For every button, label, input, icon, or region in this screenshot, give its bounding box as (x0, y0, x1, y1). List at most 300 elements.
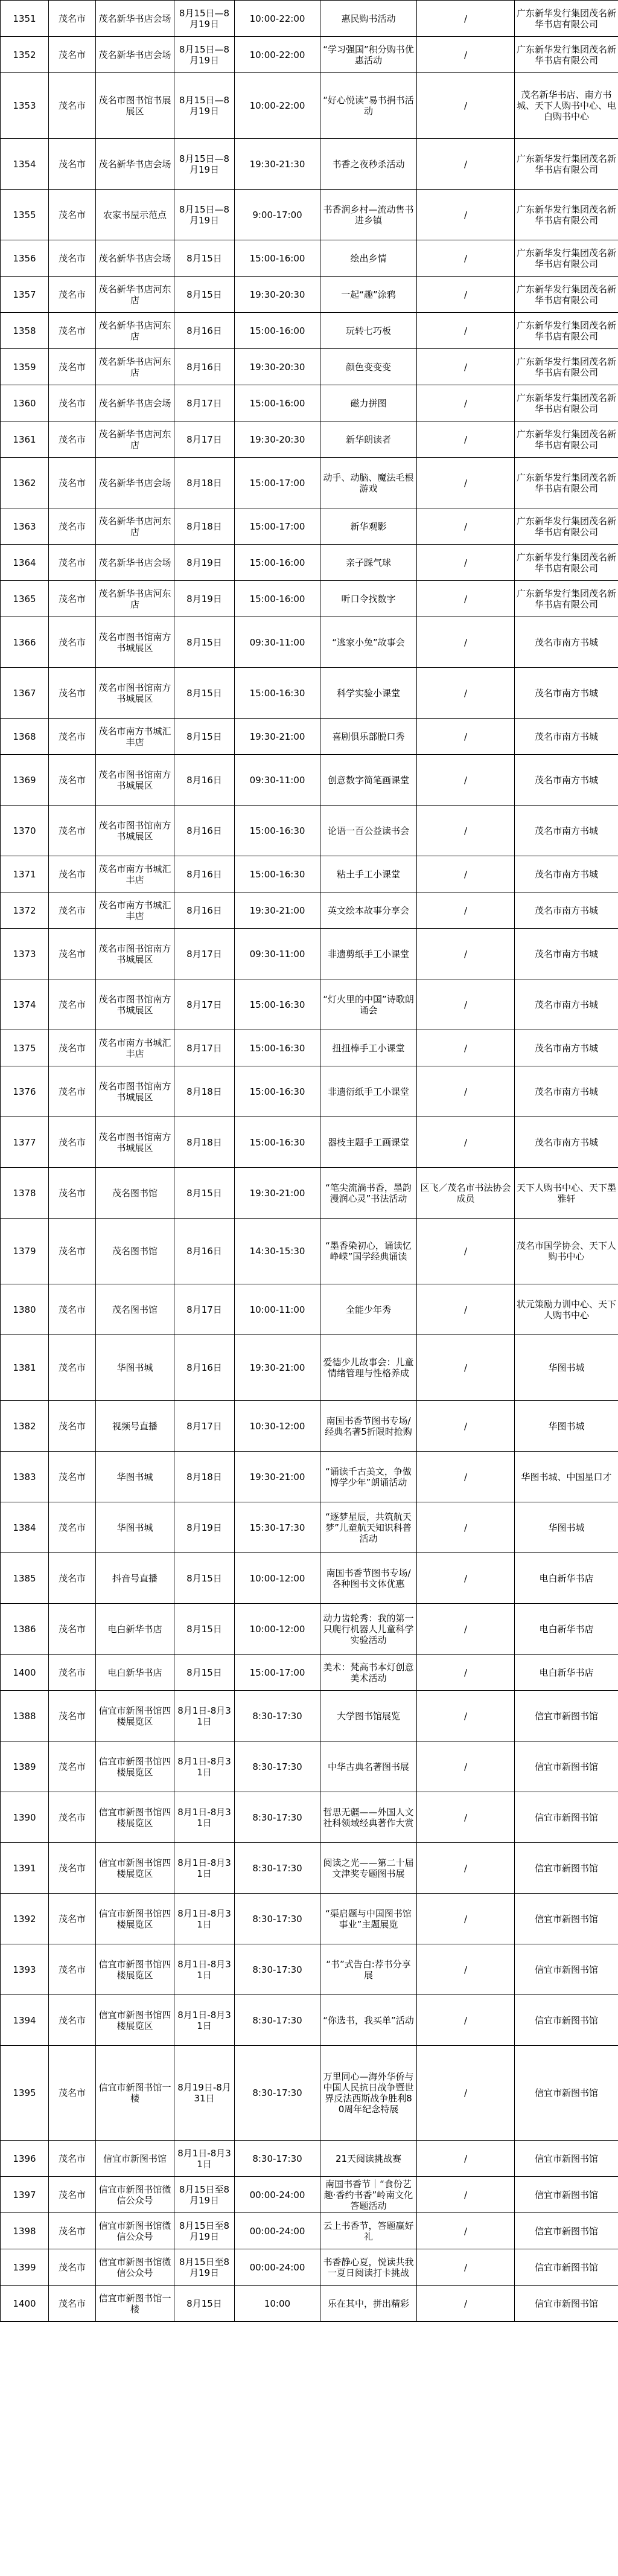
serial-cell: 1397 (1, 2177, 49, 2213)
organizer-cell: 广东新华发行集团茂名新华书店有限公司 (515, 37, 618, 73)
venue-cell: 茂名市图书馆南方书城展区 (96, 806, 174, 856)
serial-cell: 1395 (1, 2046, 49, 2141)
time-cell: 15:00-16:00 (235, 313, 320, 349)
time-cell: 15:00-16:30 (235, 668, 320, 719)
activity-name-cell: “逃家小兔”故事会 (320, 617, 417, 668)
date-cell: 8月17日 (174, 979, 235, 1030)
time-cell: 8:30-17:30 (235, 1843, 320, 1894)
remark-cell: / (417, 2046, 515, 2141)
date-cell: 8月16日 (174, 1219, 235, 1284)
organizer-cell: 广东新华发行集团茂名新华书店有限公司 (515, 545, 618, 581)
serial-cell: 1394 (1, 1995, 49, 2046)
activity-name-cell: 论语一百公益读书会 (320, 806, 417, 856)
time-cell: 8:30-17:30 (235, 1691, 320, 1741)
remark-cell: / (417, 139, 515, 190)
remark-cell: / (417, 190, 515, 240)
remark-cell: / (417, 1894, 515, 1944)
organizer-cell: 广东新华发行集团茂名新华书店有限公司 (515, 581, 618, 617)
time-cell: 14:30-15:30 (235, 1219, 320, 1284)
table-row (1, 1843, 618, 1894)
organizer-cell: 茂名市南方书城 (515, 1117, 618, 1168)
table-row (1, 1604, 618, 1655)
venue-cell: 茂名新华书店河东店 (96, 581, 174, 617)
table-row (1, 1284, 618, 1335)
city-cell: 茂名市 (49, 508, 96, 545)
table-row (1, 139, 618, 190)
date-cell: 8月18日 (174, 1066, 235, 1117)
city-cell: 茂名市 (49, 617, 96, 668)
remark-cell: / (417, 929, 515, 979)
date-cell: 8月17日 (174, 929, 235, 979)
venue-cell: 电白新华书店 (96, 1655, 174, 1691)
venue-cell: 茂名新华书店会场 (96, 240, 174, 277)
remark-cell: / (417, 1452, 515, 1502)
remark-cell: / (417, 1944, 515, 1995)
remark-cell: / (417, 2249, 515, 2286)
activity-name-cell: 粘土手工小课堂 (320, 856, 417, 892)
remark-cell: / (417, 719, 515, 755)
time-cell: 19:30-21:00 (235, 892, 320, 929)
organizer-cell: 信宜市新图书馆 (515, 1944, 618, 1995)
city-cell: 茂名市 (49, 2213, 96, 2249)
table-row (1, 545, 618, 581)
city-cell: 茂名市 (49, 421, 96, 458)
time-cell: 00:00-24:00 (235, 2249, 320, 2286)
table-row (1, 458, 618, 508)
table-row (1, 2286, 618, 2322)
time-cell: 8:30-17:30 (235, 2141, 320, 2177)
serial-cell: 1374 (1, 979, 49, 1030)
serial-cell: 1400 (1, 2286, 49, 2322)
time-cell: 15:00-16:00 (235, 545, 320, 581)
table-row (1, 421, 618, 458)
time-cell: 19:30-21:00 (235, 1335, 320, 1401)
city-cell: 茂名市 (49, 755, 96, 806)
table-row (1, 1553, 618, 1604)
time-cell: 10:00-12:00 (235, 1553, 320, 1604)
activity-name-cell: “笔尖流淌书香，墨韵漫润心灵”书法活动 (320, 1168, 417, 1219)
serial-cell: 1382 (1, 1401, 49, 1452)
organizer-cell: 广东新华发行集团茂名新华书店有限公司 (515, 313, 618, 349)
table-row (1, 1168, 618, 1219)
serial-cell: 1389 (1, 1741, 49, 1792)
date-cell: 8月15日 (174, 1604, 235, 1655)
serial-cell: 1375 (1, 1030, 49, 1066)
organizer-cell: 茂名市南方书城 (515, 979, 618, 1030)
remark-cell: / (417, 617, 515, 668)
remark-cell: / (417, 2213, 515, 2249)
time-cell: 8:30-17:30 (235, 1995, 320, 2046)
time-cell: 15:00-16:30 (235, 1066, 320, 1117)
city-cell: 茂名市 (49, 581, 96, 617)
date-cell: 8月17日 (174, 1284, 235, 1335)
date-cell: 8月15日—8月19日 (174, 190, 235, 240)
time-cell: 15:00-16:30 (235, 979, 320, 1030)
table-row (1, 1741, 618, 1792)
remark-cell: / (417, 581, 515, 617)
organizer-cell: 信宜市新图书馆 (515, 1691, 618, 1741)
organizer-cell: 广东新华发行集团茂名新华书店有限公司 (515, 385, 618, 421)
activity-name-cell: “学习强国”积分购书优惠活动 (320, 37, 417, 73)
venue-cell: 茂名市图书馆南方书城展区 (96, 617, 174, 668)
venue-cell: 信宜市新图书馆微信公众号 (96, 2249, 174, 2286)
time-cell: 15:00-16:30 (235, 1030, 320, 1066)
organizer-cell: 茂名新华书店、南方书城、天下人购书中心、电白购书中心 (515, 73, 618, 139)
city-cell: 茂名市 (49, 37, 96, 73)
date-cell: 8月15日 (174, 1168, 235, 1219)
table-row (1, 73, 618, 139)
date-cell: 8月1日-8月31日 (174, 1792, 235, 1843)
serial-cell: 1388 (1, 1691, 49, 1741)
city-cell: 茂名市 (49, 856, 96, 892)
venue-cell: 茂名图书馆 (96, 1168, 174, 1219)
time-cell: 15:00-16:00 (235, 581, 320, 617)
remark-cell: / (417, 1284, 515, 1335)
organizer-cell: 广东新华发行集团茂名新华书店有限公司 (515, 508, 618, 545)
venue-cell: 茂名新华书店会场 (96, 385, 174, 421)
remark-cell: / (417, 856, 515, 892)
time-cell: 8:30-17:30 (235, 1944, 320, 1995)
city-cell: 茂名市 (49, 1604, 96, 1655)
organizer-cell: 茂名市南方书城 (515, 856, 618, 892)
venue-cell: 视频号直播 (96, 1401, 174, 1452)
organizer-cell: 信宜市新图书馆 (515, 1995, 618, 2046)
serial-cell: 1365 (1, 581, 49, 617)
date-cell: 8月15日 (174, 668, 235, 719)
city-cell: 茂名市 (49, 277, 96, 313)
organizer-cell: 信宜市新图书馆 (515, 2177, 618, 2213)
activity-name-cell: 云上书香节，答题赢好礼 (320, 2213, 417, 2249)
city-cell: 茂名市 (49, 545, 96, 581)
date-cell: 8月19日 (174, 545, 235, 581)
remark-cell: / (417, 1691, 515, 1741)
activity-name-cell: “灯火里的中国”诗歌朗诵会 (320, 979, 417, 1030)
city-cell: 茂名市 (49, 929, 96, 979)
city-cell: 茂名市 (49, 2177, 96, 2213)
organizer-cell: 茂名市南方书城 (515, 806, 618, 856)
activity-name-cell: “渠启题与中国图书馆事业”主题展览 (320, 1894, 417, 1944)
serial-cell: 1386 (1, 1604, 49, 1655)
remark-cell: / (417, 2141, 515, 2177)
date-cell: 8月1日-8月31日 (174, 1741, 235, 1792)
city-cell: 茂名市 (49, 1553, 96, 1604)
activity-name-cell: 喜剧俱乐部脱口秀 (320, 719, 417, 755)
serial-cell: 1372 (1, 892, 49, 929)
organizer-cell: 茂名市南方书城 (515, 929, 618, 979)
serial-cell: 1353 (1, 73, 49, 139)
city-cell: 茂名市 (49, 1219, 96, 1284)
organizer-cell: 广东新华发行集团茂名新华书店有限公司 (515, 277, 618, 313)
venue-cell: 信宜市新图书馆一楼 (96, 2046, 174, 2141)
venue-cell: 信宜市新图书馆四楼展览区 (96, 1843, 174, 1894)
serial-cell: 1368 (1, 719, 49, 755)
date-cell: 8月16日 (174, 892, 235, 929)
serial-cell: 1371 (1, 856, 49, 892)
table-row (1, 190, 618, 240)
venue-cell: 茂名新华书店河东店 (96, 277, 174, 313)
serial-cell: 1380 (1, 1284, 49, 1335)
activity-name-cell: 一起“趣”涂鸦 (320, 277, 417, 313)
remark-cell: / (417, 458, 515, 508)
time-cell: 8:30-17:30 (235, 2046, 320, 2141)
remark-cell: / (417, 1655, 515, 1691)
serial-cell: 1373 (1, 929, 49, 979)
venue-cell: 电白新华书店 (96, 1604, 174, 1655)
time-cell: 09:30-11:00 (235, 617, 320, 668)
remark-cell: / (417, 277, 515, 313)
activity-name-cell: 全能少年秀 (320, 1284, 417, 1335)
serial-cell: 1363 (1, 508, 49, 545)
time-cell: 10:00-11:00 (235, 1284, 320, 1335)
activity-name-cell: 大学图书馆展览 (320, 1691, 417, 1741)
remark-cell: / (417, 313, 515, 349)
serial-cell: 1391 (1, 1843, 49, 1894)
city-cell: 茂名市 (49, 719, 96, 755)
serial-cell: 1355 (1, 190, 49, 240)
venue-cell: 茂名新华书店会场 (96, 458, 174, 508)
venue-cell: 茂名新华书店河东店 (96, 313, 174, 349)
table-row (1, 929, 618, 979)
time-cell: 15:30-17:30 (235, 1502, 320, 1553)
time-cell: 15:00-17:00 (235, 458, 320, 508)
city-cell: 茂名市 (49, 1894, 96, 1944)
activity-name-cell: 磁力拼图 (320, 385, 417, 421)
organizer-cell: 信宜市新图书馆 (515, 1843, 618, 1894)
table-row (1, 37, 618, 73)
city-cell: 茂名市 (49, 1335, 96, 1401)
venue-cell: 茂名新华书店会场 (96, 1, 174, 37)
venue-cell: 茂名市图书馆南方书城展区 (96, 929, 174, 979)
organizer-cell: 广东新华发行集团茂名新华书店有限公司 (515, 240, 618, 277)
organizer-cell: 状元策励力训中心、天下人购书中心 (515, 1284, 618, 1335)
date-cell: 8月15日—8月19日 (174, 37, 235, 73)
activity-name-cell: 新华朗读者 (320, 421, 417, 458)
remark-cell: / (417, 1792, 515, 1843)
organizer-cell: 茂名市南方书城 (515, 1066, 618, 1117)
organizer-cell: 广东新华发行集团茂名新华书店有限公司 (515, 421, 618, 458)
city-cell: 茂名市 (49, 1502, 96, 1553)
table-row (1, 1401, 618, 1452)
city-cell: 茂名市 (49, 892, 96, 929)
organizer-cell: 茂名市南方书城 (515, 719, 618, 755)
remark-cell: / (417, 806, 515, 856)
date-cell: 8月1日-8月31日 (174, 1843, 235, 1894)
serial-cell: 1381 (1, 1335, 49, 1401)
activity-name-cell: “好心悦读”易书捐书活动 (320, 73, 417, 139)
serial-cell: 1352 (1, 37, 49, 73)
city-cell: 茂名市 (49, 2046, 96, 2141)
remark-cell: / (417, 2177, 515, 2213)
date-cell: 8月15日—8月19日 (174, 1, 235, 37)
city-cell: 茂名市 (49, 1843, 96, 1894)
organizer-cell: 信宜市新图书馆 (515, 2249, 618, 2286)
activity-name-cell: 非遗衍纸手工小课堂 (320, 1066, 417, 1117)
city-cell: 茂名市 (49, 139, 96, 190)
serial-cell: 1400 (1, 1655, 49, 1691)
city-cell: 茂名市 (49, 313, 96, 349)
table-row (1, 1452, 618, 1502)
activity-name-cell: 英文绘本故事分享会 (320, 892, 417, 929)
remark-cell: / (417, 892, 515, 929)
table-row (1, 1219, 618, 1284)
venue-cell: 信宜市新图书馆微信公众号 (96, 2213, 174, 2249)
table-row (1, 1792, 618, 1843)
venue-cell: 茂名市南方书城汇丰店 (96, 856, 174, 892)
city-cell: 茂名市 (49, 240, 96, 277)
table-row (1, 2249, 618, 2286)
city-cell: 茂名市 (49, 1944, 96, 1995)
venue-cell: 信宜市新图书馆 (96, 2141, 174, 2177)
serial-cell: 1358 (1, 313, 49, 349)
table-row (1, 313, 618, 349)
date-cell: 8月15日 (174, 617, 235, 668)
remark-cell: / (417, 2286, 515, 2322)
date-cell: 8月1日-8月31日 (174, 1995, 235, 2046)
venue-cell: 茂名市南方书城汇丰店 (96, 892, 174, 929)
date-cell: 8月18日 (174, 508, 235, 545)
table-row (1, 617, 618, 668)
venue-cell: 茂名图书馆 (96, 1219, 174, 1284)
table-row (1, 1995, 618, 2046)
activity-name-cell: 扭扭棒手工小课堂 (320, 1030, 417, 1066)
serial-cell: 1356 (1, 240, 49, 277)
activity-name-cell: 惠民购书活动 (320, 1, 417, 37)
venue-cell: 茂名市南方书城汇丰店 (96, 1030, 174, 1066)
table-row (1, 1655, 618, 1691)
serial-cell: 1379 (1, 1219, 49, 1284)
activity-name-cell: 南国书香节图书专场/各种图书文体优惠 (320, 1553, 417, 1604)
date-cell: 8月17日 (174, 421, 235, 458)
organizer-cell: 信宜市新图书馆 (515, 2046, 618, 2141)
venue-cell: 茂名市图书馆南方书城展区 (96, 668, 174, 719)
remark-cell: / (417, 1741, 515, 1792)
remark-cell: / (417, 240, 515, 277)
organizer-cell: 华图书城 (515, 1401, 618, 1452)
date-cell: 8月15日至8月19日 (174, 2213, 235, 2249)
table-row (1, 508, 618, 545)
venue-cell: 华图书城 (96, 1335, 174, 1401)
table-row (1, 2213, 618, 2249)
venue-cell: 茂名新华书店会场 (96, 37, 174, 73)
organizer-cell: 广东新华发行集团茂名新华书店有限公司 (515, 190, 618, 240)
date-cell: 8月16日 (174, 856, 235, 892)
time-cell: 8:30-17:30 (235, 1894, 320, 1944)
serial-cell: 1399 (1, 2249, 49, 2286)
remark-cell: / (417, 1117, 515, 1168)
city-cell: 茂名市 (49, 979, 96, 1030)
city-cell: 茂名市 (49, 806, 96, 856)
venue-cell: 信宜市新图书馆四楼展览区 (96, 1792, 174, 1843)
time-cell: 19:30-20:30 (235, 421, 320, 458)
time-cell: 10:00-22:00 (235, 37, 320, 73)
venue-cell: 信宜市新图书馆一楼 (96, 2286, 174, 2322)
table-row (1, 806, 618, 856)
city-cell: 茂名市 (49, 1168, 96, 1219)
table-row (1, 2141, 618, 2177)
activity-name-cell: 非遗剪纸手工小课堂 (320, 929, 417, 979)
organizer-cell: 信宜市新图书馆 (515, 2141, 618, 2177)
activity-name-cell: 南国书香节图书专场/经典名著5折限时抢购 (320, 1401, 417, 1452)
date-cell: 8月16日 (174, 806, 235, 856)
date-cell: 8月19日 (174, 581, 235, 617)
serial-cell: 1390 (1, 1792, 49, 1843)
venue-cell: 茂名新华书店会场 (96, 545, 174, 581)
remark-cell: / (417, 1335, 515, 1401)
serial-cell: 1362 (1, 458, 49, 508)
remark-cell: / (417, 755, 515, 806)
serial-cell: 1376 (1, 1066, 49, 1117)
venue-cell: 茂名市图书馆南方书城展区 (96, 979, 174, 1030)
organizer-cell: 广东新华发行集团茂名新华书店有限公司 (515, 458, 618, 508)
venue-cell: 信宜市新图书馆四楼展览区 (96, 1741, 174, 1792)
table-row (1, 277, 618, 313)
city-cell: 茂名市 (49, 2249, 96, 2286)
table-row (1, 856, 618, 892)
remark-cell: / (417, 1553, 515, 1604)
activity-name-cell: 书香之夜秒杀活动 (320, 139, 417, 190)
activity-name-cell: 中华古典名著图书展 (320, 1741, 417, 1792)
time-cell: 15:00-16:00 (235, 240, 320, 277)
organizer-cell: 茂名市南方书城 (515, 668, 618, 719)
activity-name-cell: 创意数字简笔画课堂 (320, 755, 417, 806)
activity-name-cell: 动力齿轮秀：我的第一只爬行机器人儿童科学实验活动 (320, 1604, 417, 1655)
organizer-cell: 信宜市新图书馆 (515, 1741, 618, 1792)
activity-name-cell: 南国书香节｜“食份艺趣·香约书香”岭南文化答题活动 (320, 2177, 417, 2213)
remark-cell: / (417, 349, 515, 385)
city-cell: 茂名市 (49, 1452, 96, 1502)
serial-cell: 1385 (1, 1553, 49, 1604)
remark-cell: / (417, 421, 515, 458)
date-cell: 8月15日 (174, 1553, 235, 1604)
activity-name-cell: 美术：梵高书本灯创意美术活动 (320, 1655, 417, 1691)
city-cell: 茂名市 (49, 1066, 96, 1117)
table-row (1, 2177, 618, 2213)
serial-cell: 1384 (1, 1502, 49, 1553)
city-cell: 茂名市 (49, 190, 96, 240)
date-cell: 8月19日-8月31日 (174, 2046, 235, 2141)
activity-name-cell: 科学实验小课堂 (320, 668, 417, 719)
organizer-cell: 信宜市新图书馆 (515, 1894, 618, 1944)
time-cell: 10:00-22:00 (235, 73, 320, 139)
venue-cell: 信宜市新图书馆四楼展览区 (96, 1691, 174, 1741)
organizer-cell: 华图书城 (515, 1335, 618, 1401)
remark-cell: / (417, 1502, 515, 1553)
city-cell: 茂名市 (49, 1691, 96, 1741)
activity-name-cell: 颜色变变变 (320, 349, 417, 385)
venue-cell: 信宜市新图书馆微信公众号 (96, 2177, 174, 2213)
table-row (1, 1502, 618, 1553)
organizer-cell: 茂名市南方书城 (515, 892, 618, 929)
venue-cell: 茂名市南方书城汇丰店 (96, 719, 174, 755)
organizer-cell: 信宜市新图书馆 (515, 1792, 618, 1843)
table-body (1, 1, 618, 2322)
time-cell: 10:00 (235, 2286, 320, 2322)
city-cell: 茂名市 (49, 1995, 96, 2046)
date-cell: 8月1日-8月31日 (174, 1944, 235, 1995)
date-cell: 8月18日 (174, 1117, 235, 1168)
organizer-cell: 茂名市南方书城 (515, 617, 618, 668)
venue-cell: 华图书城 (96, 1502, 174, 1553)
table-row (1, 1944, 618, 1995)
activity-name-cell: “墨香染初心，诵读忆峥嵘”国学经典诵读 (320, 1219, 417, 1284)
serial-cell: 1361 (1, 421, 49, 458)
activity-name-cell: 玩转七巧板 (320, 313, 417, 349)
date-cell: 8月17日 (174, 385, 235, 421)
activity-name-cell: 动手、动脑、魔法毛根游戏 (320, 458, 417, 508)
time-cell: 15:00-17:00 (235, 508, 320, 545)
organizer-cell: 茂名市国学协会、天下人购书中心 (515, 1219, 618, 1284)
organizer-cell: 天下人购书中心、天下墨雅轩 (515, 1168, 618, 1219)
